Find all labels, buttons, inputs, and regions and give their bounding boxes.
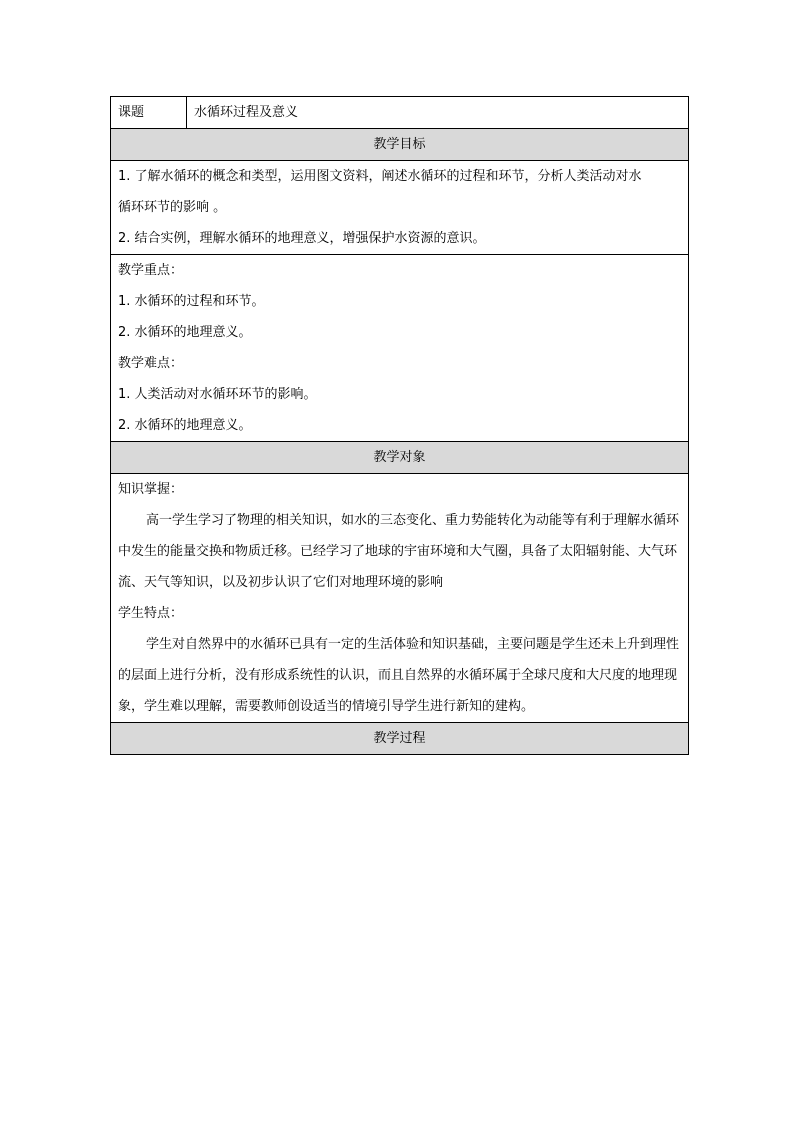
focus-label: 教学重点： — [118, 263, 184, 278]
focus-item-2: 2. 水循环的地理意义。 — [118, 325, 252, 340]
focus-item-1: 1. 水循环的过程和环节。 — [118, 294, 265, 309]
audience-cell — [111, 474, 689, 723]
traits-text: 学生对自然界中的水循环已具有一定的生活体验和知识基础，主要问题是学生还未上升到理性的层面上进行分析，没有形成系统性的认识，而且自然界的水循环属于全球尺度和大尺度的地理现象，学生难以理解，需要教师创设适当的情境引导学生进行新知的建构。 — [118, 637, 680, 714]
goal-line-3: 2. 结合实例，理解水循环的地理意义，增强保护水资源的意识。 — [118, 231, 486, 246]
audience-header: 教学对象 — [111, 442, 689, 474]
goals-cell — [111, 161, 689, 255]
goal-line-1: 1. 了解水循环的概念和类型，运用图文资料，阐述水循环的过程和环节，分析人类活动对水 — [118, 169, 642, 184]
goals-row — [111, 161, 689, 255]
difficulty-item-2: 2. 水循环的地理意义。 — [118, 418, 252, 433]
lesson-plan-table — [110, 96, 689, 755]
process-header-row — [111, 723, 689, 755]
difficulty-label: 教学难点： — [118, 356, 184, 371]
goals-header-row — [111, 129, 689, 161]
key-points-cell — [111, 255, 689, 442]
topic-row — [111, 97, 689, 129]
topic-value: 水循环过程及意义 — [187, 97, 689, 129]
knowledge-label: 知识掌握： — [118, 482, 184, 497]
goals-header: 教学目标 — [111, 129, 689, 161]
audience-row — [111, 474, 689, 723]
traits-label: 学生特点： — [118, 606, 184, 621]
audience-header-row — [111, 442, 689, 474]
difficulty-item-1: 1. 人类活动对水循环环节的影响。 — [118, 387, 317, 402]
topic-label: 课题 — [111, 97, 187, 129]
key-points-row — [111, 255, 689, 442]
goal-line-2: 循环环节的影响 。 — [118, 200, 227, 215]
knowledge-text: 高一学生学习了物理的相关知识，如水的三态变化、重力势能转化为动能等有利于理解水循环中发生的能量交换和物质迁移。已经学习了地球的宇宙环境和大气圈，具备了太阳辐射能、大气环流、天气等知识，以及初步认识了它们对地理环境的影响 — [118, 513, 680, 590]
process-header: 教学过程 — [111, 723, 689, 755]
